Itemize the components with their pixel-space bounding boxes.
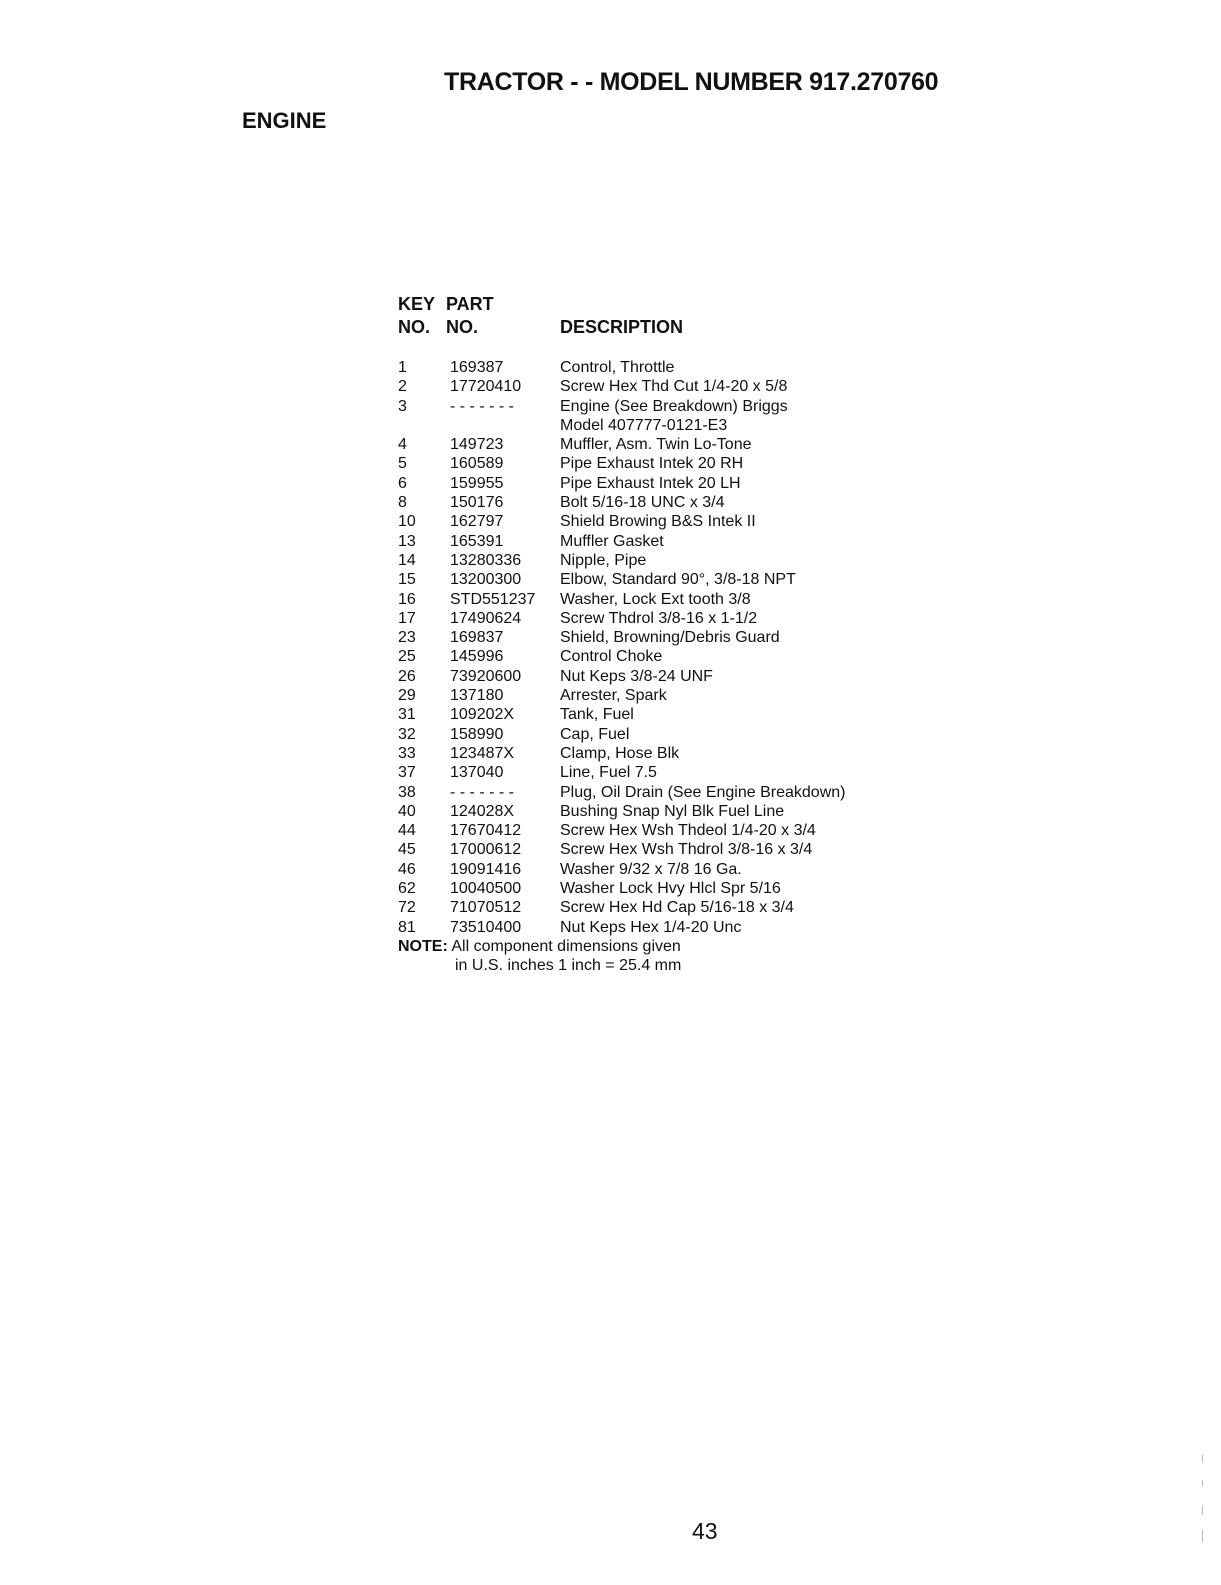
part-number: 159955 [450, 474, 504, 492]
part-number: 13200300 [450, 571, 522, 589]
part-description: Control, Throttle [560, 359, 675, 376]
part-number: 158990 [450, 725, 504, 743]
part-description: Nut Keps Hex 1/4-20 Unc [560, 918, 742, 936]
part-number: 17670412 [450, 822, 522, 840]
key-number: 37 [398, 764, 416, 782]
key-number: 46 [398, 860, 416, 878]
part-description: Clamp, Hose Blk [560, 744, 680, 762]
scan-edge-mark [1202, 1530, 1203, 1542]
key-number: 16 [398, 590, 416, 608]
part-number: 73920600 [450, 667, 522, 685]
part-description: Muffler, Asm. Twin Lo-Tone [560, 436, 752, 454]
key-number: 33 [398, 744, 416, 762]
key-number: 45 [398, 841, 416, 859]
table-row [398, 744, 998, 763]
key-number: 8 [398, 494, 407, 512]
table-header [398, 294, 998, 356]
table-row [398, 590, 998, 609]
table-row [398, 918, 998, 937]
table-row [398, 628, 998, 647]
part-number: 73510400 [450, 918, 522, 936]
table-row [398, 763, 998, 782]
part-description: Shield Browing B&S Intek II [560, 513, 756, 531]
key-number: 15 [398, 571, 416, 589]
part-number: 17720410 [450, 378, 522, 396]
part-description: Line, Fuel 7.5 [560, 764, 657, 782]
table-row [398, 783, 998, 802]
header-key-line2: NO. [398, 317, 431, 337]
key-number: 2 [398, 378, 407, 396]
part-description: Screw Hex Hd Cap 5/16-18 x 3/4 [560, 899, 794, 917]
table-row [398, 397, 998, 436]
page-title: TRACTOR - - MODEL NUMBER 917.270760 [444, 68, 939, 96]
part-number: STD551237 [450, 590, 536, 608]
table-row [398, 647, 998, 666]
key-number: 4 [398, 436, 407, 454]
part-description: Bushing Snap Nyl Blk Fuel Line [560, 802, 785, 820]
key-number: 14 [398, 551, 416, 569]
part-description: Washer 9/32 x 7/8 16 Ga. [560, 860, 742, 878]
part-description: Nipple, Pipe [560, 551, 647, 569]
part-number: 123487X [450, 744, 515, 762]
table-row [398, 705, 998, 724]
part-number: - - - - - - - [450, 397, 514, 415]
table-row [398, 358, 998, 377]
key-number: 26 [398, 667, 416, 685]
part-number: 150176 [450, 494, 504, 512]
table-row [398, 840, 998, 859]
part-number: 17490624 [450, 609, 522, 627]
part-description: Shield, Browning/Debris Guard [560, 629, 780, 647]
part-number: 149723 [450, 436, 504, 454]
table-row [398, 454, 998, 473]
note-line2: in U.S. inches 1 inch = 25.4 mm [455, 957, 682, 974]
key-number: 62 [398, 880, 416, 898]
part-number: 169837 [450, 629, 504, 647]
key-number: 13 [398, 532, 416, 550]
key-number: 29 [398, 687, 416, 705]
scan-edge-mark [1202, 1505, 1203, 1515]
key-number: 72 [398, 899, 416, 917]
table-row [398, 532, 998, 551]
part-number: 162797 [450, 513, 504, 531]
key-number: 5 [398, 455, 407, 473]
table-row [398, 725, 998, 744]
table-row [398, 667, 998, 686]
part-description: Cap, Fuel [560, 725, 630, 743]
part-description: Screw Hex Wsh Thdeol 1/4-20 x 3/4 [560, 822, 816, 840]
table-row [398, 570, 998, 589]
table-row [398, 512, 998, 531]
note-line1: All component dimensions given [451, 938, 681, 955]
part-description: Pipe Exhaust Intek 20 LH [560, 474, 741, 492]
part-number: 165391 [450, 532, 504, 550]
part-number: 71070512 [450, 899, 522, 917]
key-number: 25 [398, 648, 416, 666]
key-number: 38 [398, 783, 416, 801]
part-number: 109202X [450, 706, 515, 724]
part-description: Washer Lock Hvy Hlcl Spr 5/16 [560, 880, 781, 898]
part-number: 124028X [450, 802, 515, 820]
note [398, 937, 681, 975]
key-number: 3 [398, 397, 407, 415]
key-number: 10 [398, 513, 416, 531]
table-row [398, 435, 998, 454]
part-number: - - - - - - - [450, 783, 514, 801]
part-number: 17000612 [450, 841, 522, 859]
scan-edge-mark [1202, 1455, 1203, 1463]
note-label: NOTE: [398, 938, 448, 955]
part-number: 13280336 [450, 551, 522, 569]
table-row [398, 609, 998, 628]
header-part-line2: NO. [446, 317, 479, 337]
part-description: Nut Keps 3/8-24 UNF [560, 667, 713, 685]
part-number: 160589 [450, 455, 504, 473]
table-row [398, 860, 998, 879]
part-description: Control Choke [560, 648, 663, 666]
part-description: Screw Hex Wsh Thdrol 3/8-16 x 3/4 [560, 841, 813, 859]
header-description: DESCRIPTION [560, 317, 684, 337]
part-number: 169387 [450, 359, 504, 376]
part-description: Muffler Gasket [560, 532, 664, 550]
key-number: 1 [398, 359, 407, 376]
part-description: Pipe Exhaust Intek 20 RH [560, 455, 744, 473]
table-row [398, 377, 998, 396]
part-description: Screw Hex Thd Cut 1/4-20 x 5/8 [560, 378, 788, 396]
scan-edge-mark [1202, 1480, 1203, 1486]
table-row [398, 686, 998, 705]
part-description: Engine (See Breakdown) Briggs Model 407777-0121-E3 [560, 397, 788, 434]
key-number: 23 [398, 629, 416, 647]
part-description: Screw Thdrol 3/8-16 x 1-1/2 [560, 609, 758, 627]
part-number: 137040 [450, 764, 504, 782]
page-number: 43 [692, 1518, 718, 1544]
header-key-line1: KEY [398, 294, 436, 314]
key-number: 6 [398, 474, 407, 492]
key-number: 17 [398, 609, 416, 627]
key-number: 40 [398, 802, 416, 820]
key-number: 31 [398, 706, 416, 724]
table-row [398, 551, 998, 570]
part-description: Arrester, Spark [560, 687, 667, 705]
table-row [398, 821, 998, 840]
key-number: 81 [398, 918, 416, 936]
table-row [398, 898, 998, 917]
part-description: Elbow, Standard 90°, 3/8-18 NPT [560, 571, 796, 589]
parts-rows [398, 358, 998, 937]
part-description: Plug, Oil Drain (See Engine Breakdown) [560, 783, 846, 801]
table-row [398, 879, 998, 898]
part-description: Bolt 5/16-18 UNC x 3/4 [560, 494, 725, 512]
part-number: 137180 [450, 687, 504, 705]
part-number: 145996 [450, 648, 504, 666]
part-description: Tank, Fuel [560, 706, 634, 724]
section-title: ENGINE [242, 108, 327, 133]
table-row [398, 493, 998, 512]
part-number: 10040500 [450, 880, 522, 898]
key-number: 32 [398, 725, 416, 743]
table-row [398, 802, 998, 821]
parts-table [398, 294, 998, 937]
header-part-line1: PART [446, 294, 494, 314]
table-row [398, 474, 998, 493]
part-description: Washer, Lock Ext tooth 3/8 [560, 590, 751, 608]
part-number: 19091416 [450, 860, 522, 878]
key-number: 44 [398, 822, 416, 840]
